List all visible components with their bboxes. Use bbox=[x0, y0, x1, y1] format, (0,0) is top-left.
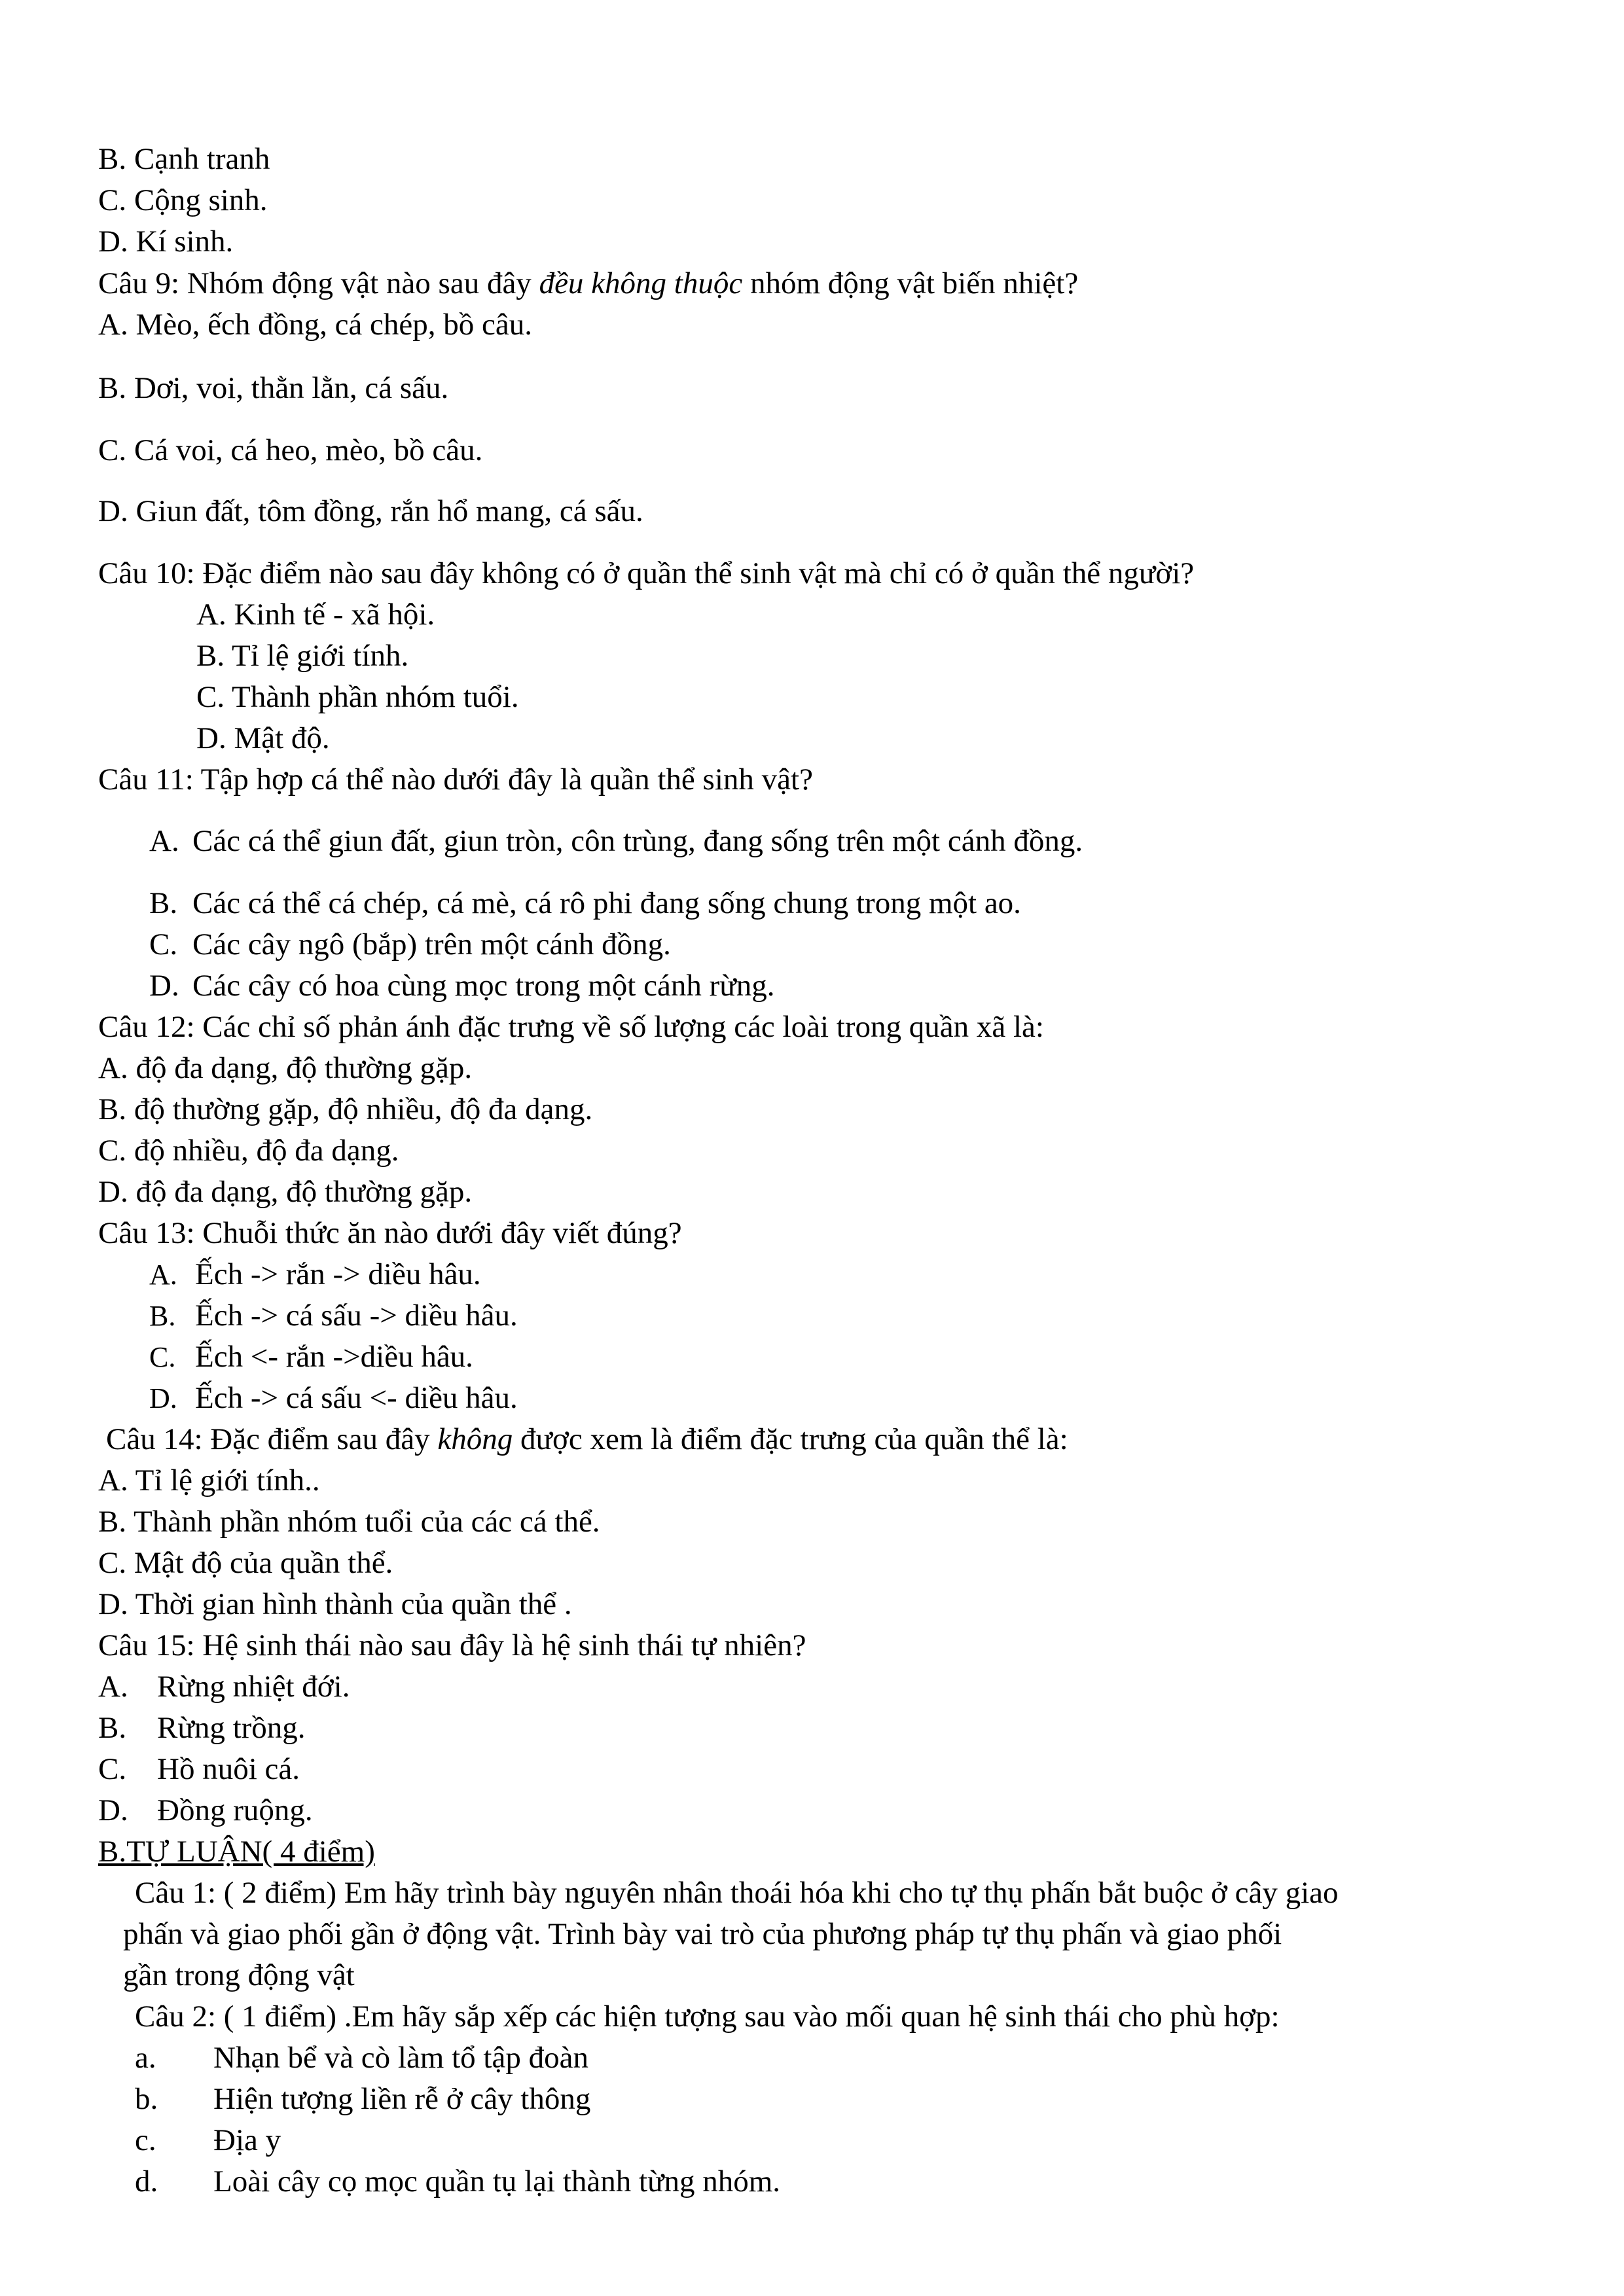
q13-option-d: D. Ếch -> cá sấu <- diều hâu. bbox=[149, 1381, 518, 1415]
essay-heading: B.TỰ LUẬN( 4 điểm) bbox=[98, 1835, 375, 1869]
essay-q2-item: c. Địa y bbox=[135, 2123, 281, 2157]
q10-option-c: C. Thành phần nhóm tuổi. bbox=[196, 680, 519, 714]
q12-option-a: A. độ đa dạng, độ thường gặp. bbox=[98, 1051, 473, 1085]
q10-option-b: B. Tỉ lệ giới tính. bbox=[196, 639, 409, 673]
q15-option-d: D. Đồng ruộng. bbox=[98, 1793, 313, 1827]
q12-option-c: C. độ nhiều, độ đa dạng. bbox=[98, 1134, 399, 1168]
q13-option-b: B. Ếch -> cá sấu -> diều hâu. bbox=[149, 1299, 518, 1333]
q14-option-a: A. Tỉ lệ giới tính.. bbox=[98, 1463, 320, 1498]
essay-q1-line-2: phấn và giao phối gần ở động vật. Trình bày vai trò của phương pháp tự thụ phấn và giao phối bbox=[123, 1917, 1282, 1951]
q15-option-b: B. Rừng trồng. bbox=[98, 1711, 306, 1745]
q10-option-d: D. Mật độ. bbox=[196, 721, 330, 755]
q9-stem-emphasis: đều không thuộc bbox=[539, 266, 743, 300]
q12-option-b: B. độ thường gặp, độ nhiều, độ đa dạng. bbox=[98, 1092, 593, 1126]
q9-stem: Câu 9: Nhóm động vật nào sau đây đều không thuộc nhóm động vật biến nhiệt? bbox=[98, 266, 1079, 300]
q11-option-b: B. Các cá thể cá chép, cá mè, cá rô phi đang sống chung trong một ao. bbox=[149, 886, 1021, 920]
q8-option-b: B. Cạnh tranh bbox=[98, 142, 270, 176]
q11-option-d: D. Các cây có hoa cùng mọc trong một cánh rừng. bbox=[149, 969, 775, 1003]
q13-option-a: A. Ếch -> rắn -> diều hâu. bbox=[149, 1257, 481, 1291]
q14-option-b: B. Thành phần nhóm tuổi của các cá thể. bbox=[98, 1505, 600, 1539]
q11-stem: Câu 11: Tập hợp cá thể nào dưới đây là quần thể sinh vật? bbox=[98, 762, 813, 797]
q9-option-b: B. Dơi, voi, thằn lằn, cá sấu. bbox=[98, 371, 449, 405]
essay-q1-line-3: gần trong động vật bbox=[123, 1958, 355, 1992]
essay-q2-stem: Câu 2: ( 1 điểm) .Em hãy sắp xếp các hiện tượng sau vào mối quan hệ sinh thái cho phù hợp: bbox=[135, 2000, 1280, 2034]
q8-option-d: D. Kí sinh. bbox=[98, 224, 234, 259]
q14-stem: Câu 14: Đặc điểm sau đây không được xem là điểm đặc trưng của quần thể là: bbox=[106, 1422, 1068, 1456]
q10-option-a: A. Kinh tế - xã hội. bbox=[196, 598, 435, 632]
q10-stem: Câu 10: Đặc điểm nào sau đây không có ở quần thể sinh vật mà chỉ có ở quần thể người? bbox=[98, 556, 1195, 590]
essay-q2-item: a. Nhạn bể và cò làm tổ tập đoàn bbox=[135, 2041, 588, 2075]
q12-stem: Câu 12: Các chỉ số phản ánh đặc trưng về số lượng các loài trong quần xã là: bbox=[98, 1010, 1044, 1044]
essay-q2-item: d. Loài cây cọ mọc quần tụ lại thành từng nhóm. bbox=[135, 2164, 781, 2198]
q13-option-c: C. Ếch <- rắn ->diều hâu. bbox=[149, 1340, 473, 1374]
q13-stem: Câu 13: Chuỗi thức ăn nào dưới đây viết đúng? bbox=[98, 1216, 682, 1250]
q14-option-d: D. Thời gian hình thành của quần thể . bbox=[98, 1587, 572, 1621]
q15-option-c: C. Hồ nuôi cá. bbox=[98, 1752, 300, 1786]
q14-option-c: C. Mật độ của quần thể. bbox=[98, 1546, 393, 1580]
q14-stem-emphasis: không bbox=[437, 1422, 513, 1456]
q11-option-c: C. Các cây ngô (bắp) trên một cánh đồng. bbox=[149, 927, 671, 961]
q9-option-d: D. Giun đất, tôm đồng, rắn hổ mang, cá sấu. bbox=[98, 494, 643, 528]
q15-option-a: A. Rừng nhiệt đới. bbox=[98, 1670, 350, 1704]
q11-option-a: A. Các cá thể giun đất, giun tròn, côn trùng, đang sống trên một cánh đồng. bbox=[149, 824, 1083, 858]
essay-q2-item: b. Hiện tượng liền rễ ở cây thông bbox=[135, 2082, 591, 2116]
essay-q1-line-1: Câu 1: ( 2 điểm) Em hãy trình bày nguyên nhân thoái hóa khi cho tự thụ phấn bắt buộc ở cây giao bbox=[135, 1876, 1339, 1910]
q8-option-c: C. Cộng sinh. bbox=[98, 183, 268, 217]
q9-option-c: C. Cá voi, cá heo, mèo, bồ câu. bbox=[98, 433, 483, 467]
q12-option-d: D. độ đa dạng, độ thường gặp. bbox=[98, 1175, 473, 1209]
q9-option-a: A. Mèo, ếch đồng, cá chép, bồ câu. bbox=[98, 308, 532, 342]
q15-stem: Câu 15: Hệ sinh thái nào sau đây là hệ sinh thái tự nhiên? bbox=[98, 1628, 806, 1662]
